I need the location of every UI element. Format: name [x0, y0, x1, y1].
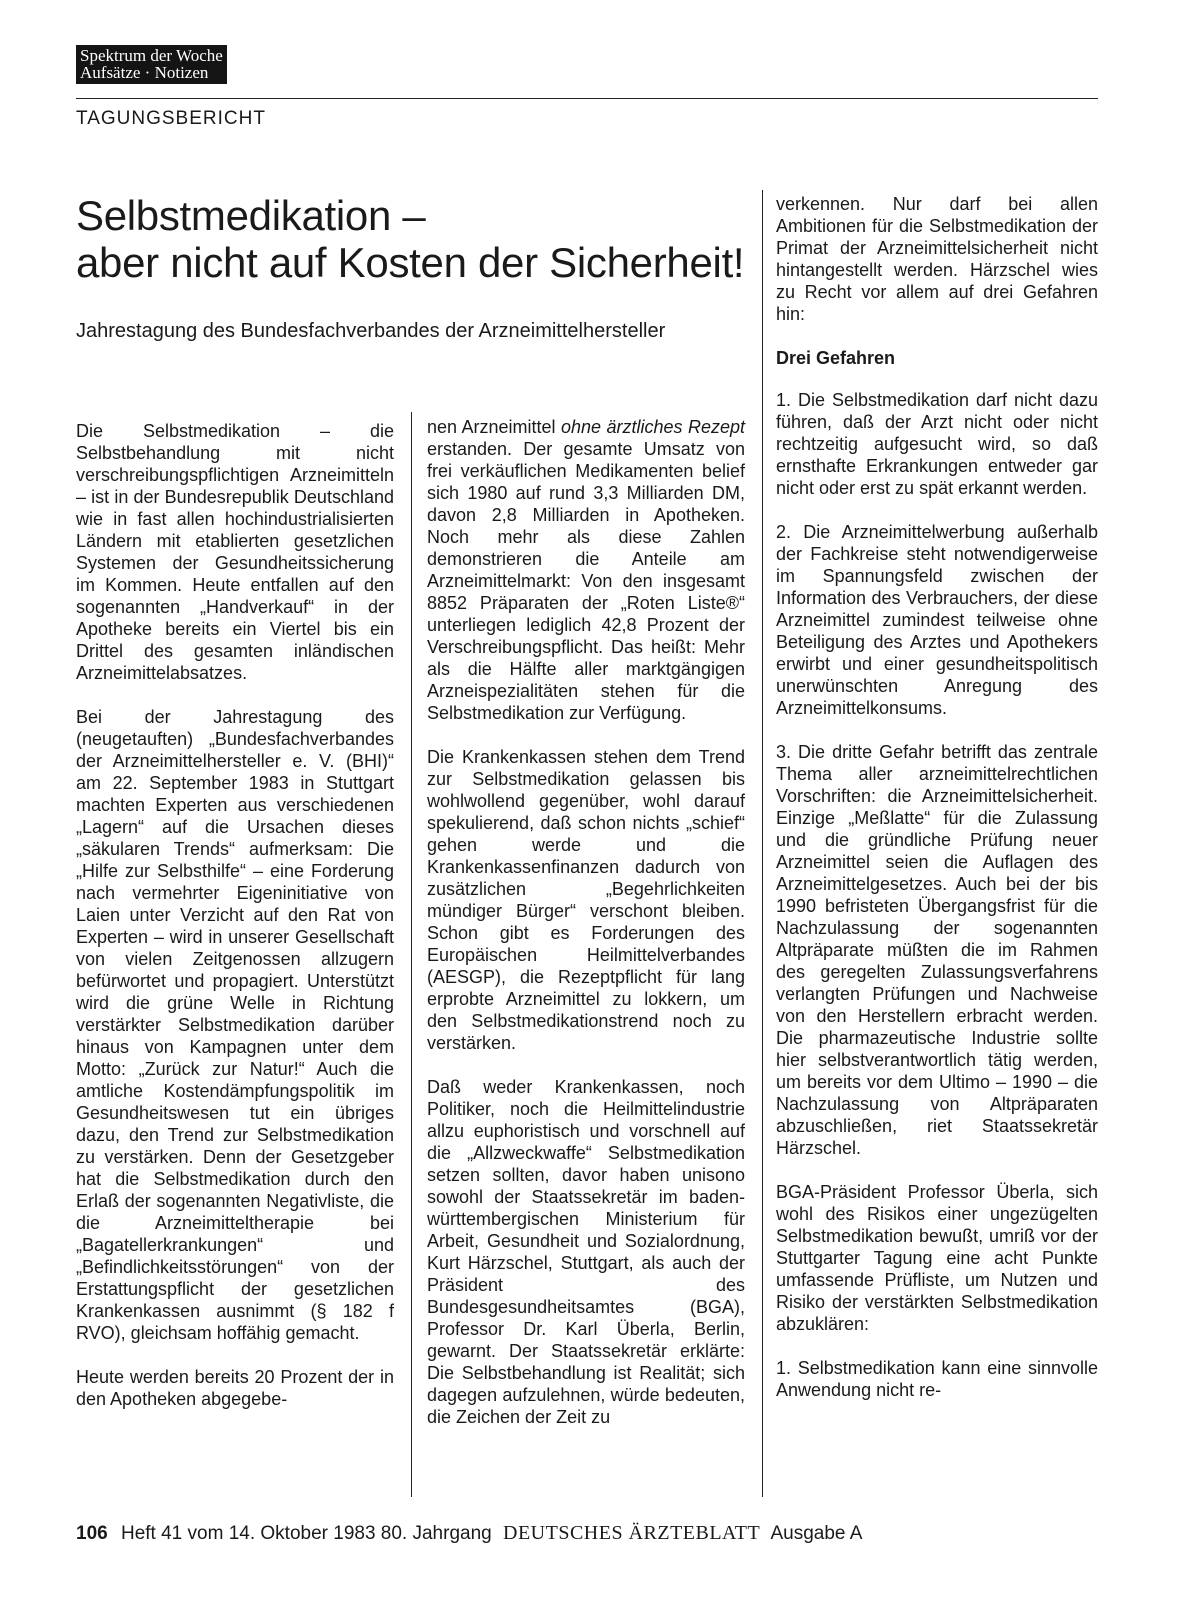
emphasis-text: ohne ärztliches Rezept — [560, 417, 745, 437]
section-label-line2: Aufsätze · Notizen — [80, 63, 209, 82]
edition-info: Ausgabe A — [770, 1523, 863, 1544]
text-column-3 — [776, 193, 1098, 1423]
paragraph: Daß weder Krankenkassen, noch Politiker, noch die Heilmittelindustrie allzu euphoristisch und vorschnell auf die „Allzweckwaffe“ Selbstmedikation setzen sollten, davor haben unisono sowohl der Staatssekretär im baden-württembergischen Ministerium für Arbeit, Gesundheit und Sozialordnung, Kurt Härzschel, Stuttgart, als auch der Präsident des Bundesgesundheitsamtes (BGA), Professor Dr. Karl Überla, Berlin, gewarnt. Der Staatssekretär erklärte: Die Selbstbehandlung ist Realität; sich dagegen aufzulehnen, würde bedeuten, die Zeichen der Zeit zu — [427, 1077, 745, 1427]
paragraph-text: erstanden. Der gesamte Umsatz von frei verkäuflichen Medikamenten belief sich 1980 auf rund 3,3 Milliarden DM, davon 2,8 Milliarden in Apotheken. Noch mehr als diese Zahlen demonstrieren die Anteile am Arzneimittelmarkt: Von den insgesamt 8852 Präparaten der „Roten Liste®“ unterliegen lediglich 42,8 Prozent der Verschreibungspflicht. Das heißt: Mehr als die Hälfte aller marktgängigen Arzneispezialitäten stehen für die Selbstmedikation zur Verfügung. — [427, 439, 745, 723]
paragraph: Die Selbstmedikation – die Selbstbehandlung mit nicht verschreibungspflichtigen Arzneimitteln – ist in der Bundesrepublik Deutschland wie in fast allen hochindustrialisierten Ländern mit etablierten gesetzlichen Systemen der Gesundheitssicherung im Kommen. Heute entfallen auf den sogenannten „Handverkauf“ in der Apotheke bereits ein Viertel bis ein Drittel des gesamten inländischen Arzneimittelabsatzes. — [76, 421, 394, 683]
paragraph: Bei der Jahrestagung des (neugetauften) „Bundesfachverbandes der Arzneimittelhersteller e. V. (BHI)“ am 22. September 1983 in Stuttgart machten Experten aus verschiedenen „Lagern“ auf die Ursachen dieses „säkularen Trends“ aufmerksam: Die „Hilfe zur Selbsthilfe“ – eine Forderung nach vermehrter Eigeninitiative von Laien unter Verzicht auf den Rat von Experten – wird in unserer Gesellschaft von vielen Zeitgenossen allzugern befürwortet und propagiert. Unterstützt wird die grüne Welle in Richtung verstärkter Selbstmedikation darüber hinaus von Kampagnen unter dem Motto: „Zurück zur Natur!“ Auch die amtliche Kostendämpfungspolitik im Gesundheitswesen tut ein übriges dazu, den Trend zur Selbstmedikation zu verstärken. Denn der Gesetzgeber hat die Selbstmedikation durch den Erlaß der sogenannten Negativliste, die die Arzneimitteltherapie bei „Bagatellerkrankungen“ und „Befindlichkeitsstörungen“ von der Erstattungspflicht der gesetzlichen Krankenkassen ausnimmt (§ 182 f RVO), gleichsam hoffähig gemacht. — [76, 707, 394, 1343]
header-rule — [76, 98, 1098, 99]
paragraph: 3. Die dritte Gefahr betrifft das zentrale Thema aller arzneimittelrechtlichen Vorschriften: die Arzneimittelsicherheit. Einzige „Meßlatte“ für die Zulassung und die gründliche Prüfung neuer Arzneimittel seien die Auflagen des Arzneimittelgesetzes. Auch bei der bis 1990 befristeten Übergangsfrist für die Nachzulassung der sogenannten Altpräparate müßten die im Rahmen des geregelten Zulassungsverfahrens verlangten Prüfungen und Nachweise von den Herstellern erbracht werden. Die pharmazeutische Industrie sollte hier selbstverantwortlich tätig werden, um bereits vor dem Ultimo – 1990 – die Nachzulassung von Altpräparaten abzuschließen, riet Staatssekretär Härzschel. — [776, 742, 1098, 1158]
article-subtitle: Jahrestagung des Bundesfachverbandes der Arzneimittelhersteller — [76, 320, 666, 342]
text-column-2 — [427, 416, 745, 1450]
column-divider — [411, 412, 412, 1497]
article-kicker: TAGUNGSBERICHT — [76, 108, 266, 129]
section-heading: Drei Gefahren — [776, 348, 896, 368]
paragraph: BGA-Präsident Professor Überla, sich wohl des Risikos einer ungezügelten Selbstmedikation bewußt, umriß vor der Stuttgarter Tagung eine acht Punkte umfassende Prüfliste, um Nutzen und Risiko der verstärkten Selbstmedikation abzuklären: — [776, 1182, 1098, 1334]
article-title-line2: aber nicht auf Kosten der Sicherheit! — [76, 239, 745, 286]
section-label — [76, 45, 227, 84]
journal-name: DEUTSCHES ÄRZTEBLATT — [503, 1522, 761, 1544]
paragraph — [427, 416, 745, 724]
column-divider — [762, 190, 763, 1497]
paragraph: 1. Die Selbstmedikation darf nicht dazu führen, daß der Arzt nicht oder nicht rechtzeitig aufgesucht wird, so daß ernsthafte Erkrankungen entweder gar nicht oder erst zu spät erkannt werden. — [776, 390, 1098, 498]
section-label-line1: Spektrum der Woche — [80, 46, 223, 65]
issue-info: Heft 41 vom 14. Oktober 1983 80. Jahrgang — [120, 1523, 492, 1544]
page-footer — [76, 1522, 862, 1545]
article-title — [76, 192, 756, 286]
paragraph: Die Krankenkassen stehen dem Trend zur Selbstmedikation gelassen bis wohlwollend gegenüber, wohl darauf spekulierend, daß schon nichts „schief“ gehen werde und die Krankenkassenfinanzen dadurch von zusätzlichen „Begehrlichkeiten mündiger Bürger“ verschont bleiben. Schon gibt es Forderungen des Europäischen Heilmittelverbandes (AESGP), die Rezeptpflicht für lang erprobte Arzneimittel zu lokkern, um den Selbstmedikationstrend noch zu verstärken. — [427, 747, 745, 1053]
page-number: 106 — [76, 1523, 108, 1544]
paragraph: Heute werden bereits 20 Prozent der in den Apotheken abgegebe- — [76, 1367, 394, 1409]
paragraph: 2. Die Arzneimittelwerbung außerhalb der Fachkreise steht notwendigerweise im Spannungsfeld zwischen der Information des Verbrauchers, der diese Arzneimittel zumindest teilweise ohne Beteiligung des Arztes und Apothekers erwirbt und einer gesundheitspolitisch unerwünschten Anregung des Arzneimittelkonsums. — [776, 522, 1098, 718]
paragraph: verkennen. Nur darf bei allen Ambitionen für die Selbstmedikation der Primat der Arzneimittelsicherheit nicht hintangestellt werden. Härzschel wies zu Recht vor allem auf drei Gefahren hin: — [776, 194, 1098, 324]
paragraph-text: nen Arzneimittel — [427, 417, 561, 437]
text-column-1 — [76, 420, 394, 1432]
article-title-line1: Selbstmedikation – — [76, 192, 426, 239]
paragraph: 1. Selbstmedikation kann eine sinnvolle Anwendung nicht re- — [776, 1358, 1098, 1400]
